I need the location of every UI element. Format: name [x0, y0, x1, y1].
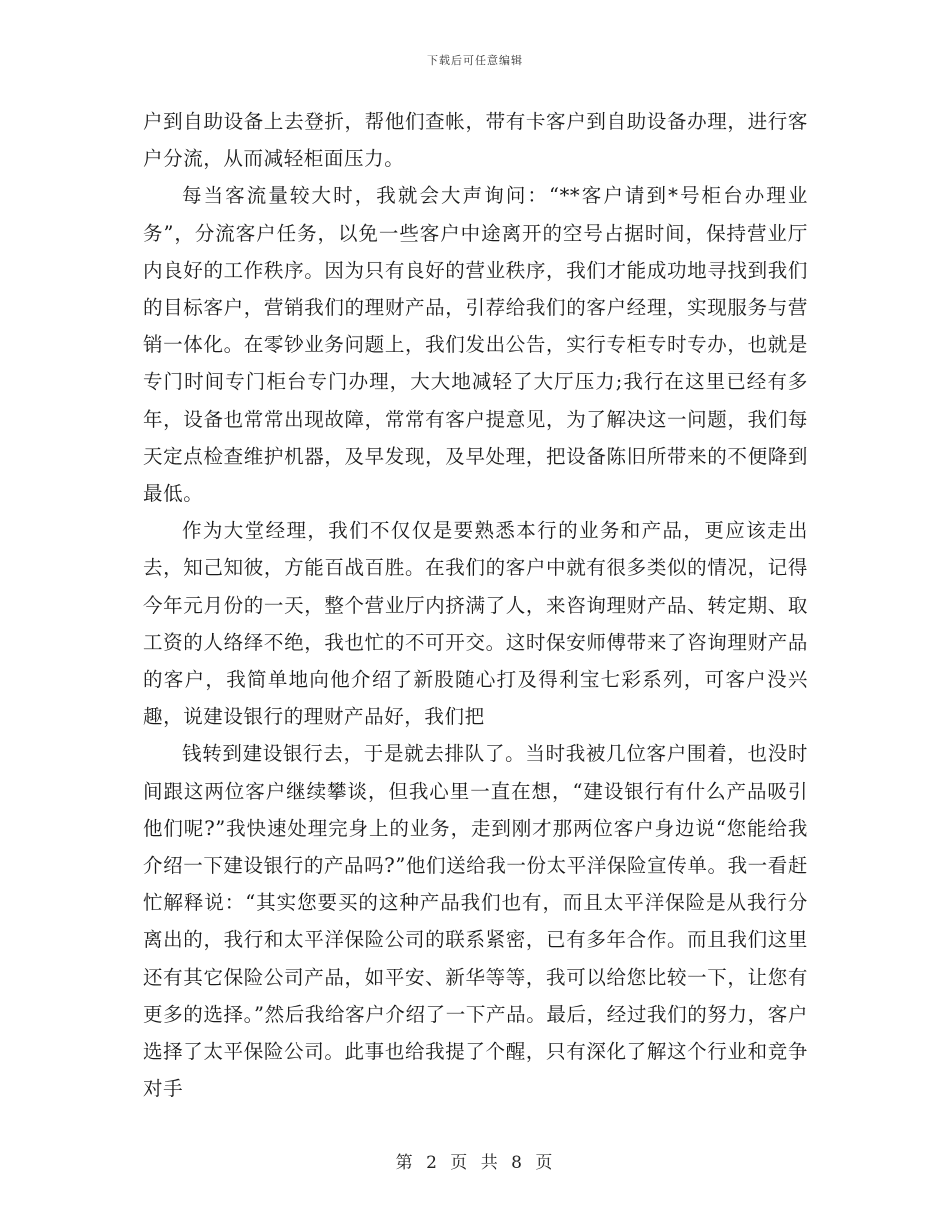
- page-number-footer: 第 2 页 共 8 页: [395, 1153, 555, 1173]
- page-header: 下载后可任意编辑: [427, 54, 523, 67]
- paragraph-4: 钱转到建设银行去，于是就去排队了。当时我被几位客户围着，也没时间跟这两位客户继续攀谈，但我心里一直在想，“建设银行有什么产品吸引他们呢?”我快速处理完身上的业务，走到刚才那两位客户身边说“您能给我介绍一下建设银行的产品吗?”他们送给我一份太平洋保险宣传单。我一看赶忙解释说：“其实您要买的这种产品我们也有，而且太平洋保险是从我行分离出的，我行和太平洋保险公司的联系紧密，已有多年合作。而且我们这里还有其它保险公司产品，如平安、新华等等，我可以给您比较一下，让您有更多的选择。”然后我给客户介绍了一下产品。最后，经过我们的努力，客户选择了太平保险公司。此事也给我提了个醒，只有深化了解这个行业和竞争对手: [143, 742, 808, 1101]
- paragraph-3: 作为大堂经理，我们不仅仅是要熟悉本行的业务和产品，更应该走出去，知己知彼，方能百战百胜。在我们的客户中就有很多类似的情况，记得今年元月份的一天，整个营业厅内挤满了人，来咨询理财产品、转定期、取工资的人络绎不绝，我也忙的不可开交。这时保安师傅带来了咨询理财产品的客户，我简单地向他介绍了新股随心打及得利宝七彩系列，可客户没兴趣，说建设银行的理财产品好，我们把: [143, 519, 808, 729]
- paragraph-2: 每当客流量较大时，我就会大声询问：“**客户请到*号柜台办理业务”，分流客户任务，以免一些客户中途离开的空号占据时间，保持营业厅内良好的工作秩序。因为只有良好的营业秩序，我们才能成功地寻找到我们的目标客户，营销我们的理财产品，引荐给我们的客户经理，实现服务与营销一体化。在零钞业务问题上，我们发出公告，实行专柜专时专办，也就是专门时间专门柜台专门办理，大大地减轻了大厅压力;我行在这里已经有多年，设备也常常出现故障，常常有客户提意见，为了解决这一问题，我们每天定点检查维护机器，及早发现，及早处理，把设备陈旧所带来的不便降到最低。: [143, 184, 808, 506]
- document-body: [143, 103, 808, 1107]
- paragraph-1: 户到自助设备上去登折，帮他们查帐，带有卡客户到自助设备办理，进行客户分流，从而减轻柜面压力。: [143, 110, 808, 171]
